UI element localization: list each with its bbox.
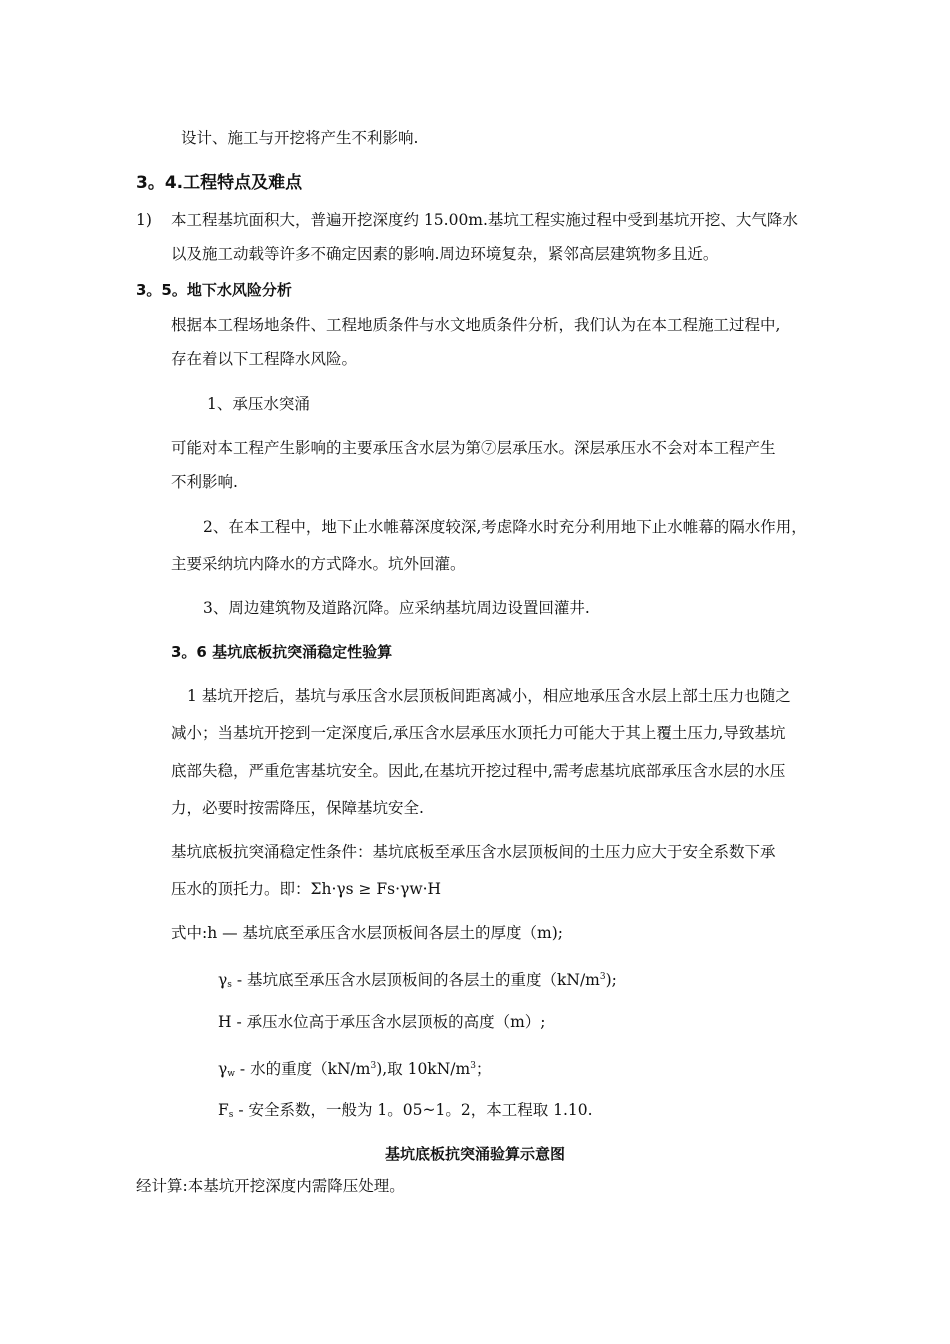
subscript: s	[228, 1110, 234, 1120]
paragraph-line: 不利影响.	[171, 473, 238, 491]
conclusion-line: 经计算:本基坑开挖深度内需降压处理。	[136, 1177, 405, 1195]
list-number: 1)	[136, 211, 152, 229]
symbol: F	[218, 1101, 229, 1119]
definition-text: );	[605, 971, 617, 989]
heading-3-5: 3。5。地下水风险分析	[136, 281, 292, 299]
figure-caption: 基坑底板抗突涌验算示意图	[384, 1145, 565, 1163]
definition-text: ；	[475, 1060, 492, 1078]
formula-line: 压水的顶托力。即：Σh·γs ≥ Fs·γw·H	[171, 880, 442, 898]
definition-h: 式中:h — 基坑底至承压含水层顶板间各层土的厚度（m);	[171, 924, 564, 942]
paragraph-line: 基坑底板抗突涌稳定性条件：基坑底板至承压含水层顶板间的土压力应大于安全系数下承	[171, 843, 776, 861]
paragraph-line: 可能对本工程产生影响的主要承压含水层为第⑦层承压水。深层承压水不会对本工程产生	[171, 439, 776, 457]
paragraph-line: 1 基坑开挖后，基坑与承压含水层顶板间距离减小，相应地承压含水层上部土压力也随之	[187, 687, 791, 705]
symbol: γ	[218, 1060, 228, 1078]
paragraph-line: 力，必要时按需降压，保障基坑安全.	[171, 799, 424, 817]
definition-gamma-s	[218, 966, 617, 996]
definition-gamma-w	[218, 1055, 491, 1085]
definition-text: - 水的重度（kN/m	[234, 1060, 371, 1078]
definition-text: - 基坑底至承压含水层顶板间的各层土的重度（kN/m	[231, 971, 600, 989]
continuation-line: 设计、施工与开挖将产生不利影响.	[181, 129, 419, 147]
paragraph-line: 本工程基坑面积大，普遍开挖深度约 15.00m.基坑工程实施过程中受到基坑开挖、大气降水	[171, 211, 798, 229]
heading-3-6: 3。6 基坑底板抗突涌稳定性验算	[171, 643, 393, 661]
definition-fs	[218, 1099, 593, 1126]
risk-title: 1、承压水突涌	[207, 395, 310, 413]
superscript: 3	[470, 1061, 476, 1071]
definition-H: H - 承压水位高于承压含水层顶板的高度（m）;	[218, 1013, 546, 1031]
superscript: 3	[370, 1061, 377, 1071]
paragraph-line: 3、周边建筑物及道路沉降。应采纳基坑周边设置回灌井.	[203, 599, 590, 617]
subscript: s	[227, 980, 232, 990]
paragraph-line: 2、在本工程中，地下止水帷幕深度较深,考虑降水时充分利用地下止水帷幕的隔水作用，	[203, 518, 807, 536]
paragraph-line: 底部失稳，严重危害基坑安全。因此,在基坑开挖过程中,需考虑基坑底部承压含水层的水压	[171, 762, 786, 780]
heading-3-4: 3。4.工程特点及难点	[136, 173, 303, 193]
definition-text: - 安全系数，一般为 1。05~1。2，本工程取 1.10.	[233, 1101, 593, 1119]
paragraph-line: 根据本工程场地条件、工程地质条件与水文地质条件分析，我们认为在本工程施工过程中,	[171, 316, 781, 334]
superscript: 3	[599, 972, 606, 982]
definition-text: ),取 10kN/m	[376, 1060, 471, 1078]
paragraph-line: 减小；当基坑开挖到一定深度后,承压含水层承压水顶托力可能大于其上覆土压力,导致基坑	[171, 724, 786, 742]
paragraph-line: 以及施工动载等许多不确定因素的影响.周边环境复杂，紧邻高层建筑物多且近。	[171, 245, 719, 263]
paragraph-line: 主要采纳坑内降水的方式降水。坑外回灌。	[171, 555, 466, 573]
subscript: w	[227, 1069, 235, 1079]
paragraph-line: 存在着以下工程降水风险。	[171, 350, 358, 368]
symbol: γ	[218, 971, 228, 989]
